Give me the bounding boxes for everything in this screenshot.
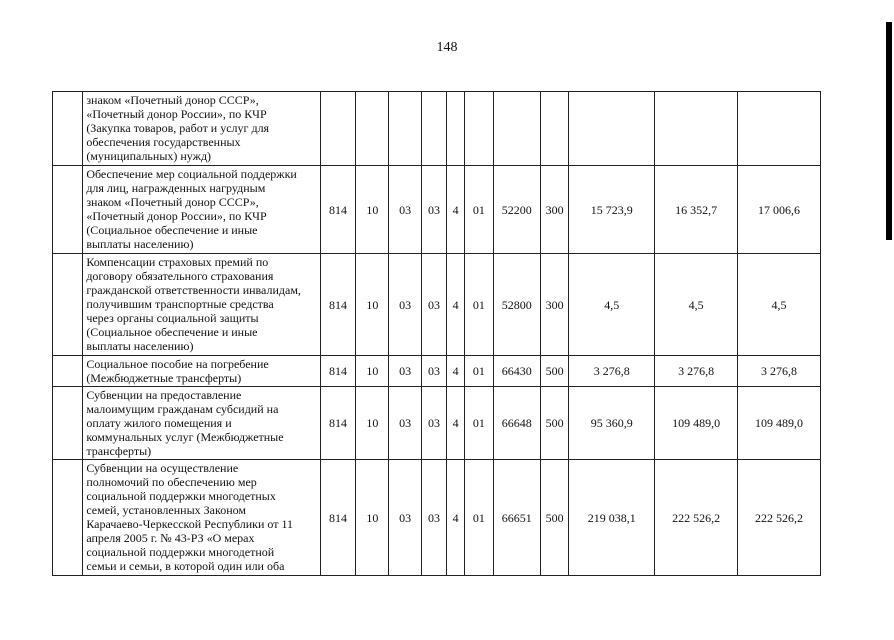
ministry-code-cell: 814 [320, 166, 355, 254]
budget-table [52, 91, 821, 576]
subprogram-code-cell: 01 [465, 356, 493, 387]
amount-year3-cell: 222 526,2 [738, 460, 821, 576]
ministry-code-cell: 814 [320, 460, 355, 576]
subsection-code-cell: 03 [389, 254, 421, 356]
description-line: (Социальное обеспечение и иные [86, 325, 258, 339]
program-type-code-cell [447, 92, 465, 166]
description-line: коммунальных услуг (Межбюджетные [86, 430, 284, 444]
description-line: (Межбюджетные трансферты) [86, 371, 242, 385]
amount-year2-cell: 222 526,2 [655, 460, 738, 576]
amount-year1-cell: 4,5 [569, 254, 655, 356]
subsection-code-cell: 03 [389, 387, 421, 460]
direction-code-cell [493, 92, 540, 166]
description-cell [83, 92, 320, 166]
amount-year2-cell: 3 276,8 [655, 356, 738, 387]
description-cell [83, 166, 320, 254]
ministry-code-cell: 814 [320, 387, 355, 460]
description-cell [83, 387, 320, 460]
description-line: семей, установленных Законом [86, 503, 246, 517]
subsection-code-cell: 03 [389, 356, 421, 387]
program-code-cell [421, 92, 446, 166]
table-row [53, 92, 821, 166]
description-line: Карачаево-Черкесской Республики от 11 [86, 517, 294, 531]
table-row [53, 166, 821, 254]
amount-year2-cell: 109 489,0 [655, 387, 738, 460]
program-code-cell: 03 [421, 166, 446, 254]
description-line: (Закупка товаров, работ и услуг для [86, 121, 270, 135]
amount-year3-cell: 17 006,6 [738, 166, 821, 254]
description-line: Субвенции на осуществление [86, 461, 239, 475]
program-type-code-cell: 4 [447, 254, 465, 356]
direction-code-cell: 66648 [493, 387, 540, 460]
description-line: трансферты) [86, 444, 152, 458]
program-type-code-cell: 4 [447, 166, 465, 254]
description-line: (муниципальных) нужд) [86, 149, 212, 163]
program-code-cell: 03 [421, 387, 446, 460]
table-row [53, 356, 821, 387]
section-code-cell: 10 [356, 387, 389, 460]
description-line: выплаты населению) [86, 339, 194, 353]
row-number-cell [53, 387, 83, 460]
expense-type-code-cell: 500 [541, 356, 569, 387]
amount-year2-cell: 4,5 [655, 254, 738, 356]
amount-year3-cell: 4,5 [738, 254, 821, 356]
expense-type-code-cell [541, 92, 569, 166]
description-line: апреля 2005 г. № 43-РЗ «О мерах [86, 531, 255, 545]
table-row [53, 387, 821, 460]
amount-year2-cell: 16 352,7 [655, 166, 738, 254]
description-line: оплату жилого помещения и [86, 416, 232, 430]
description-line: социальной поддержки многодетных [86, 489, 276, 503]
description-line: Компенсации страховых премий по [86, 255, 269, 269]
description-cell [83, 254, 320, 356]
description-line: знаком «Почетный донор СССР», [86, 195, 259, 209]
subprogram-code-cell [465, 92, 493, 166]
description-line: «Почетный донор России», по КЧР [86, 107, 267, 121]
description-line: договору обязательного страхования [86, 269, 274, 283]
section-code-cell: 10 [356, 254, 389, 356]
description-line: знаком «Почетный донор СССР», [86, 93, 259, 107]
row-number-cell [53, 356, 83, 387]
program-code-cell: 03 [421, 254, 446, 356]
description-line: Социальное пособие на погребение [86, 357, 269, 371]
row-number-cell [53, 460, 83, 576]
description-line: семьи и семьи, в которой один или оба [86, 559, 285, 573]
amount-year1-cell: 219 038,1 [569, 460, 655, 576]
direction-code-cell: 66430 [493, 356, 540, 387]
description-line: Обеспечение мер социальной поддержки [86, 167, 297, 181]
ministry-code-cell [320, 92, 355, 166]
program-type-code-cell: 4 [447, 356, 465, 387]
amount-year3-cell: 3 276,8 [738, 356, 821, 387]
description-line: получившим транспортные средства [86, 297, 274, 311]
program-code-cell: 03 [421, 460, 446, 576]
expense-type-code-cell: 500 [541, 387, 569, 460]
direction-code-cell: 52200 [493, 166, 540, 254]
amount-year1-cell: 3 276,8 [569, 356, 655, 387]
amount-year1-cell: 15 723,9 [569, 166, 655, 254]
amount-year2-cell [655, 92, 738, 166]
subsection-code-cell [389, 92, 421, 166]
amount-year3-cell: 109 489,0 [738, 387, 821, 460]
table-row [53, 254, 821, 356]
page-number: 148 [436, 40, 458, 55]
row-number-cell [53, 92, 83, 166]
subprogram-code-cell: 01 [465, 387, 493, 460]
description-cell [83, 356, 320, 387]
description-line: социальной поддержки многодетной [86, 545, 275, 559]
row-number-cell [53, 166, 83, 254]
description-line: полномочий по обеспечению мер [86, 475, 257, 489]
direction-code-cell: 66651 [493, 460, 540, 576]
description-line: через органы социальной защиты [86, 311, 259, 325]
section-code-cell: 10 [356, 356, 389, 387]
row-number-cell [53, 254, 83, 356]
subsection-code-cell: 03 [389, 166, 421, 254]
direction-code-cell: 52800 [493, 254, 540, 356]
description-line: Субвенции на предоставление [86, 388, 242, 402]
subsection-code-cell: 03 [389, 460, 421, 576]
section-code-cell [356, 92, 389, 166]
description-cell [83, 460, 320, 576]
description-line: гражданской ответственности инвалидам, [86, 283, 301, 297]
scan-edge-mark [886, 22, 892, 240]
expense-type-code-cell: 300 [541, 166, 569, 254]
amount-year3-cell [738, 92, 821, 166]
description-line: (Социальное обеспечение и иные [86, 223, 258, 237]
subprogram-code-cell: 01 [465, 166, 493, 254]
description-line: для лиц, награжденных нагрудным [86, 181, 266, 195]
program-type-code-cell: 4 [447, 387, 465, 460]
table-row [53, 460, 821, 576]
program-type-code-cell: 4 [447, 460, 465, 576]
amount-year1-cell [569, 92, 655, 166]
amount-year1-cell: 95 360,9 [569, 387, 655, 460]
description-line: «Почетный донор России», по КЧР [86, 209, 267, 223]
subprogram-code-cell: 01 [465, 254, 493, 356]
section-code-cell: 10 [356, 166, 389, 254]
section-code-cell: 10 [356, 460, 389, 576]
description-line: малоимущим гражданам субсидий на [86, 402, 279, 416]
subprogram-code-cell: 01 [465, 460, 493, 576]
ministry-code-cell: 814 [320, 254, 355, 356]
description-line: выплаты населению) [86, 237, 194, 251]
ministry-code-cell: 814 [320, 356, 355, 387]
program-code-cell: 03 [421, 356, 446, 387]
expense-type-code-cell: 300 [541, 254, 569, 356]
description-line: обеспечения государственных [86, 135, 241, 149]
expense-type-code-cell: 500 [541, 460, 569, 576]
